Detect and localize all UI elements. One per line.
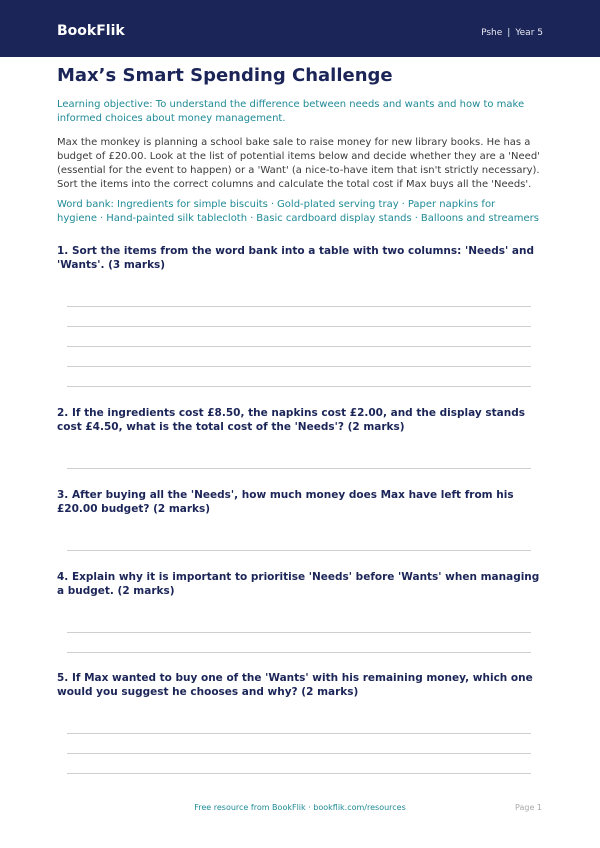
brand-logo: BookFlik: [57, 23, 125, 39]
year-label: Year 5: [515, 28, 543, 38]
worksheet-title: Max’s Smart Spending Challenge: [57, 65, 393, 86]
subject-label: Pshe: [481, 28, 503, 38]
answer-line[interactable]: [67, 632, 531, 633]
word-bank-separator: ·: [414, 213, 418, 224]
word-bank-item: Gold-plated serving tray: [277, 199, 399, 210]
answer-line[interactable]: [67, 753, 531, 754]
answer-line[interactable]: [67, 733, 531, 734]
page-header: [0, 0, 600, 57]
answer-line[interactable]: [67, 386, 531, 387]
question-2: 2. If the ingredients cost £8.50, the napkins cost £2.00, and the display stands cost £4.50, what is the total cost of the 'Needs'? (2 marks): [57, 407, 525, 433]
answer-line[interactable]: [67, 326, 531, 327]
word-bank-item: Basic cardboard display stands: [256, 213, 412, 224]
word-bank-item: Balloons and streamers: [420, 213, 539, 224]
word-bank-label: Word bank:: [57, 199, 114, 210]
question-3: 3. After buying all the 'Needs', how much money does Max have left from his £20.00 budget? (2 marks): [57, 489, 514, 515]
intro-paragraph: Max the monkey is planning a school bake sale to raise money for new library books. He has a budget of £20.00. Look at the list of potential items below and decide whether they are a 'Need' (essential for the event to happen) or a 'Want' (a nice-to-have item that isn't strictly necessary). Sort the items into the correct columns and calculate the total cost if Max buys all the 'Needs'.: [57, 137, 540, 190]
answer-line[interactable]: [67, 773, 531, 774]
subject-year-label: [481, 27, 543, 39]
word-bank-separator: ·: [250, 213, 254, 224]
answer-line[interactable]: [67, 346, 531, 347]
footer-source-link[interactable]: Free resource from BookFlik · bookflik.com/resources: [194, 803, 406, 812]
header-separator: |: [507, 28, 511, 38]
question-1: 1. Sort the items from the word bank into a table with two columns: 'Needs' and 'Wants'. (3 marks): [57, 245, 534, 271]
answer-line[interactable]: [67, 306, 531, 307]
answer-line[interactable]: [67, 366, 531, 367]
word-bank-item: Hand-painted silk tablecloth: [106, 213, 248, 224]
word-bank-separator: ·: [401, 199, 405, 210]
word-bank-item: Ingredients for simple biscuits: [117, 199, 268, 210]
question-5: 5. If Max wanted to buy one of the 'Wants' with his remaining money, which one would you suggest he chooses and why? (2 marks): [57, 672, 533, 698]
word-bank-separator: ·: [100, 213, 104, 224]
answer-line[interactable]: [67, 652, 531, 653]
answer-line[interactable]: [67, 468, 531, 469]
word-bank-item: Paper napkins for hygiene: [57, 199, 496, 224]
learning-objective: Learning objective: To understand the difference between needs and wants and how to make informed choices about money management.: [57, 99, 525, 124]
page-number: Page 1: [515, 803, 542, 812]
word-bank: [57, 198, 547, 226]
answer-line[interactable]: [67, 550, 531, 551]
word-bank-separator: ·: [270, 199, 275, 210]
question-4: 4. Explain why it is important to prioritise 'Needs' before 'Wants' when managing a budget. (2 marks): [57, 571, 540, 597]
